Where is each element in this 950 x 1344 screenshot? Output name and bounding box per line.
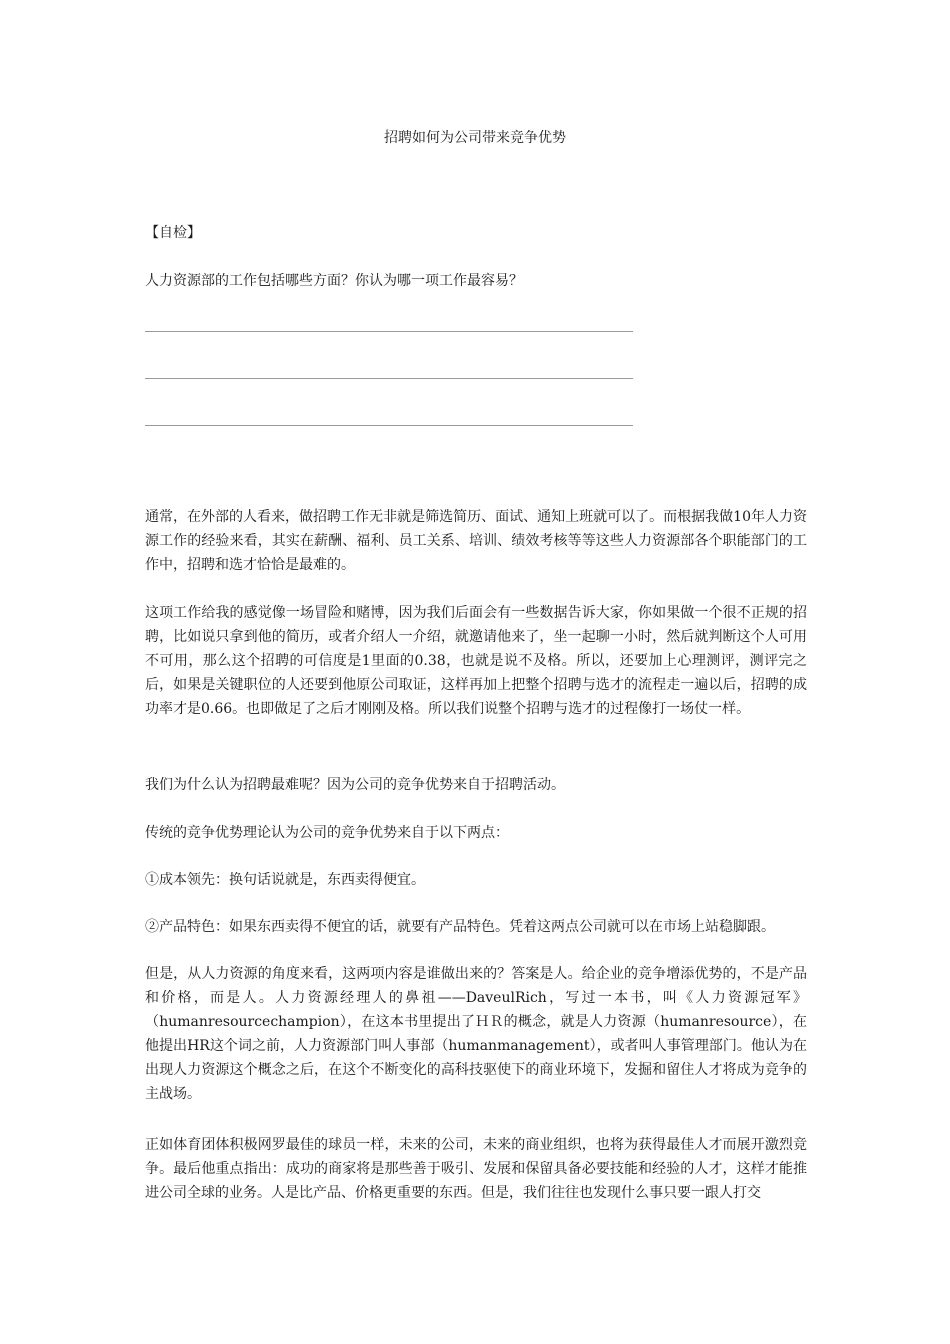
paragraph-6: 正如体育团体积极网罗最佳的球员一样，未来的公司，未来的商业组织，也将为获得最佳人才而展开激烈竞争。最后他重点指出：成功的商家将是那些善于吸引、发展和保留具备必要技能和经验的人才，这样才能推进公司全球的业务。人是比产品、价格更重要的东西。但是，我们往往也发现什么事只要一跟人打交 (145, 1137, 807, 1201)
self-check-heading: 【自检】 (145, 225, 201, 241)
answer-line-1 (145, 331, 633, 332)
list-item-cost-leadership: ①成本领先：换句话说就是，东西卖得便宜。 (145, 872, 425, 888)
paragraph-3: 我们为什么认为招聘最难呢？因为公司的竞争优势来自于招聘活动。 (145, 777, 565, 793)
answer-line-2 (145, 378, 633, 379)
self-check-question: 人力资源部的工作包括哪些方面？你认为哪一项工作最容易？ (145, 273, 523, 289)
answer-line-3 (145, 425, 633, 426)
paragraph-2: 这项工作给我的感觉像一场冒险和赌博，因为我们后面会有一些数据告诉大家，你如果做一个很不正规的招聘，比如说只拿到他的简历，或者介绍人一介绍，就邀请他来了，坐一起聊一小时，然后就判断这个人可用不可用，那么这个招聘的可信度是1里面的0.38，也就是说不及格。所以，还要加上心理测评，测评完之后，如果是关键职位的人还要到他原公司取证，这样再加上把整个招聘与选才的流程走一遍以后，招聘的成功率才是0.66。也即做足了之后才刚刚及格。所以我们说整个招聘与选才的过程像打一场仗一样。 (145, 605, 807, 717)
paragraph-1: 通常，在外部的人看来，做招聘工作无非就是筛选简历、面试、通知上班就可以了。而根据我做10年人力资源工作的经验来看，其实在薪酬、福利、员工关系、培训、绩效考核等等这些人力资源部各个职能部门的工作中，招聘和选才恰恰是最难的。 (145, 509, 807, 573)
document-title: 招聘如何为公司带来竞争优势 (384, 130, 566, 146)
list-item-product-features: ②产品特色：如果东西卖得不便宜的话，就要有产品特色。凭着这两点公司就可以在市场上站稳脚跟。 (145, 919, 775, 935)
paragraph-4: 传统的竞争优势理论认为公司的竞争优势来自于以下两点： (145, 825, 509, 841)
paragraph-5: 但是，从人力资源的角度来看，这两项内容是谁做出来的？答案是人。给企业的竞争增添优势的，不是产品和价格，而是人。人力资源经理人的鼻祖——DaveulRich，写过一本书，叫《人力资源冠军》（humanresourcechampion），在这本书里提出了ＨＲ的概念，就是人力资源（humanresource），在他提出HR这个词之前，人力资源部门叫人事部（humanmanagement），或者叫人事管理部门。他认为在出现人力资源这个概念之后，在这个不断变化的高科技驱使下的商业环境下，发掘和留住人才将成为竞争的主战场。 (145, 966, 807, 1102)
